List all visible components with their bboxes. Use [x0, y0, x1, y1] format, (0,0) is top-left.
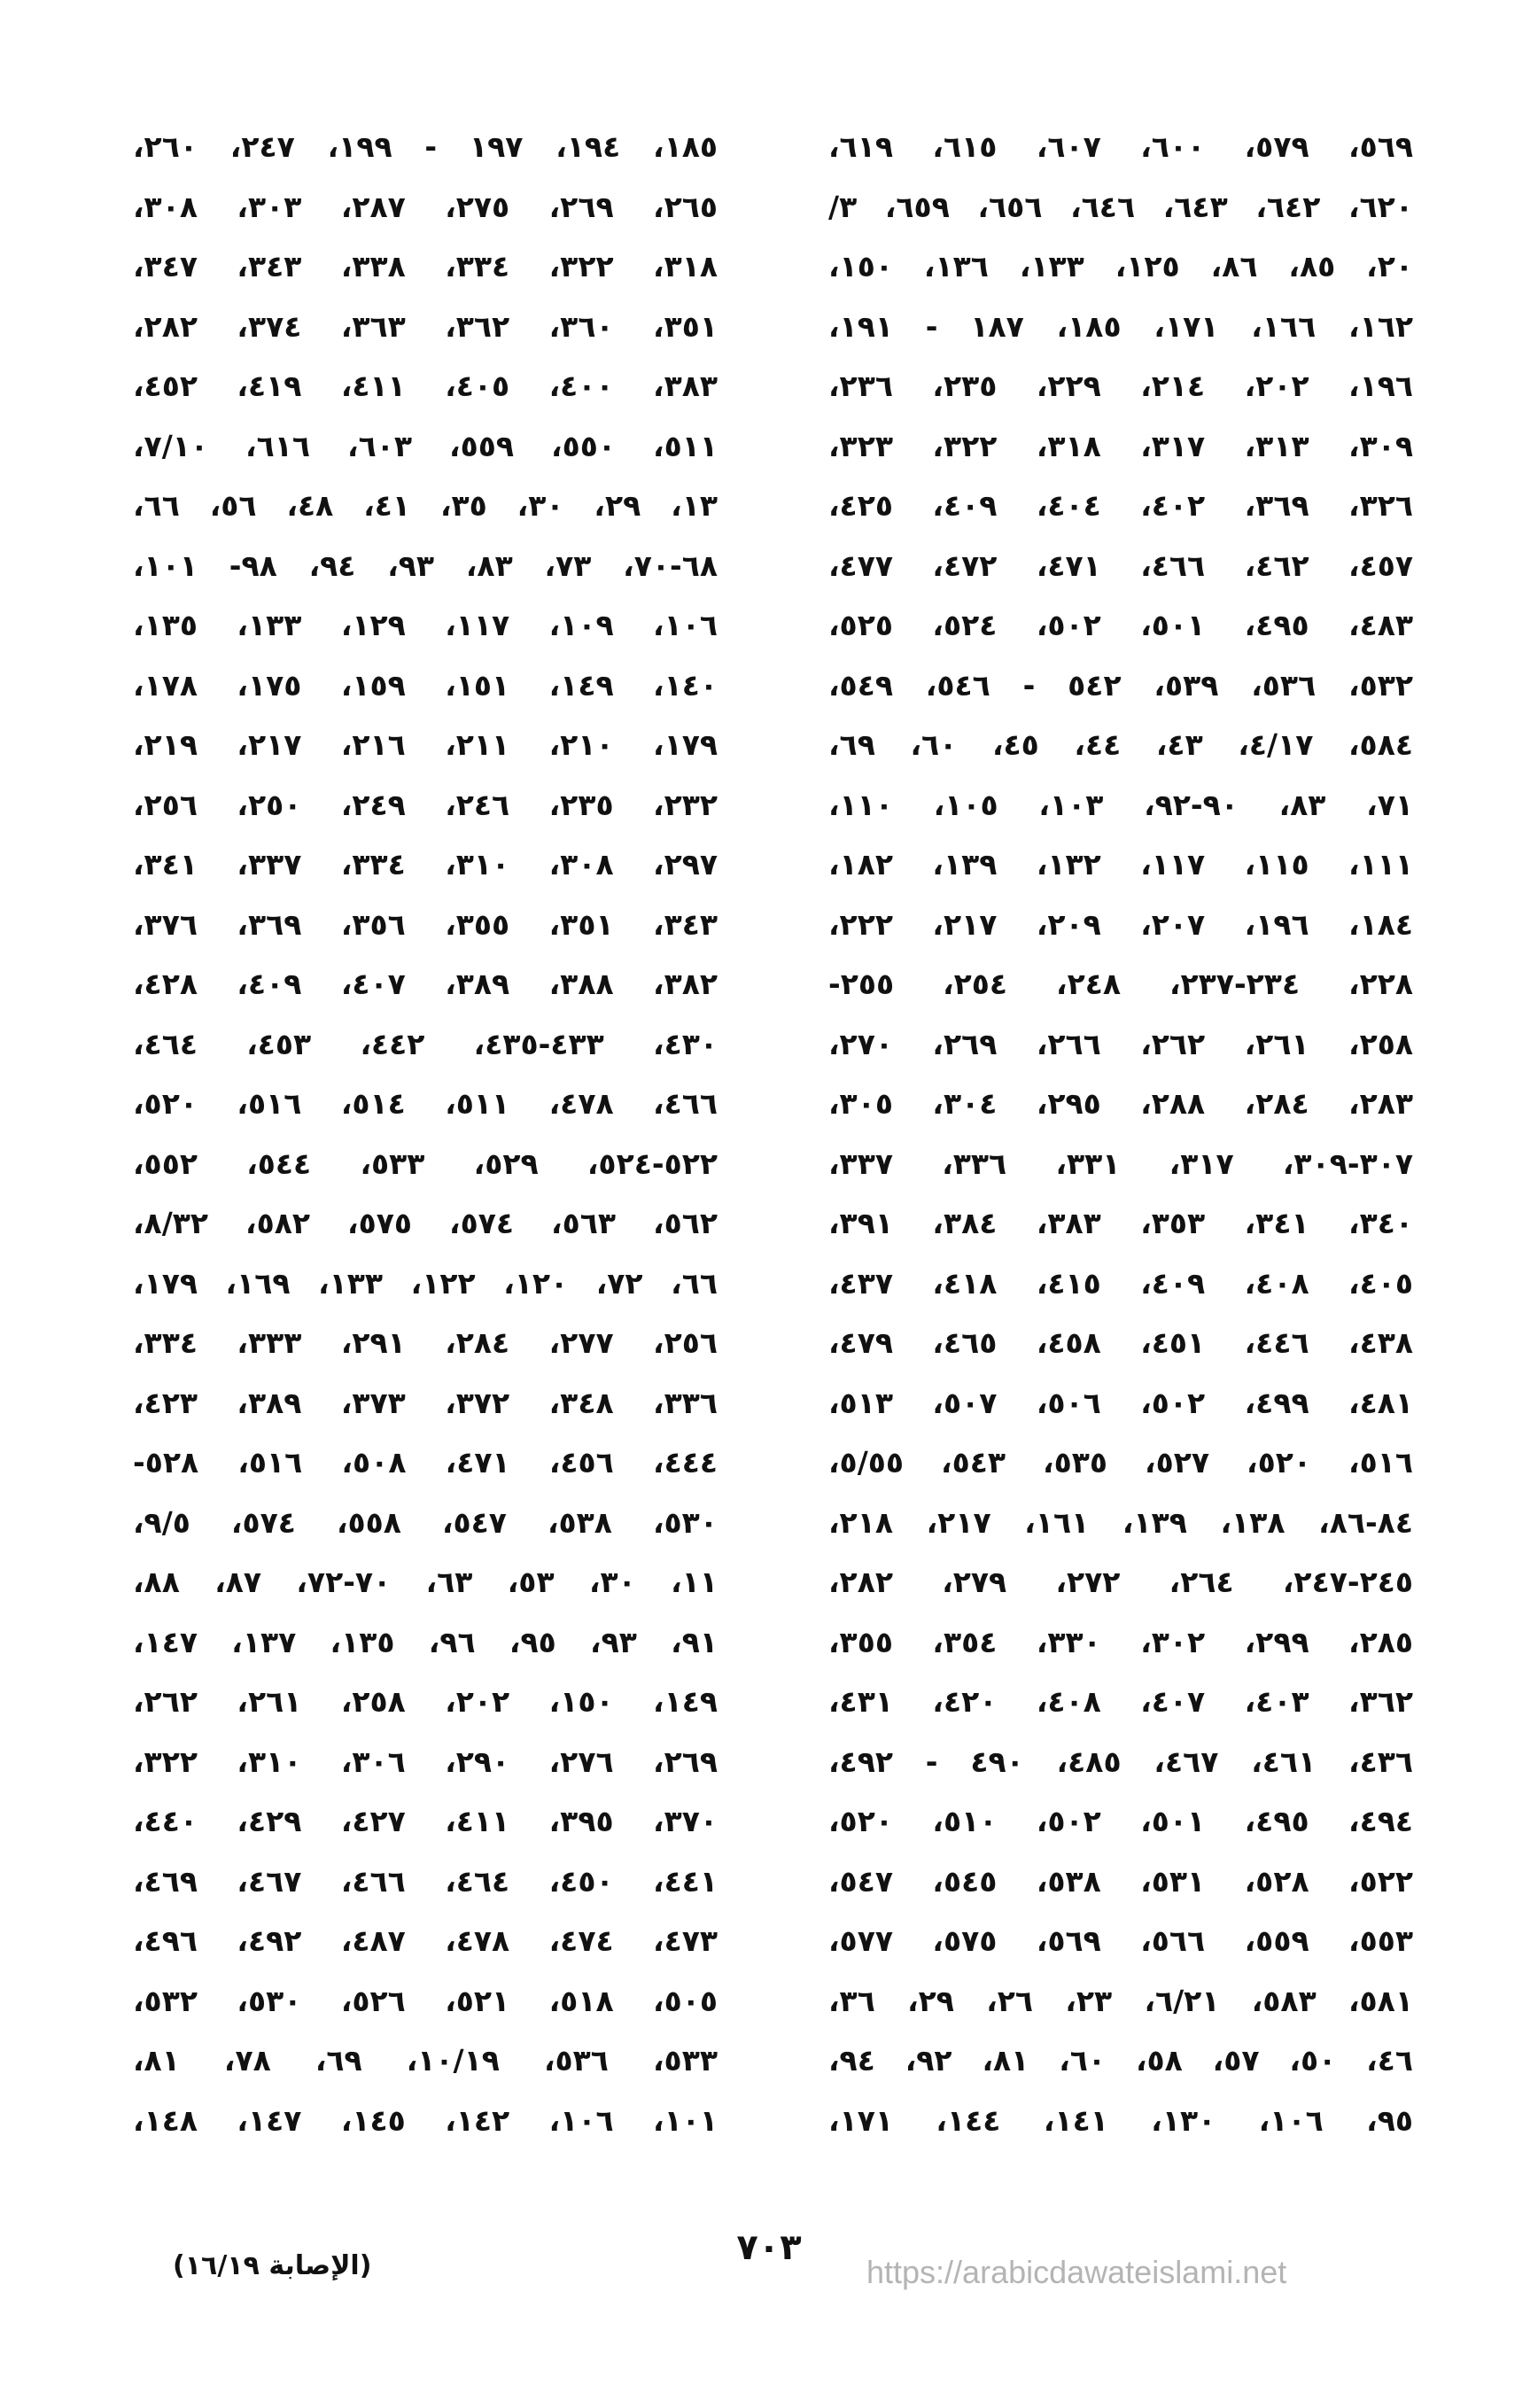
index-line: ٦٢٠، ٦٤٢، ٦٤٣، ٦٤٦، ٦٥٦، ٦٥٩، ٣/	[828, 189, 1413, 224]
index-line: ٧١، ٨٣، ٩٠-٩٢، ١٠٣، ١٠٥، ١١٠،	[828, 787, 1413, 822]
index-line: ٥١١، ٥٥٠، ٥٥٩، ٦٠٣، ٦١٦، ٧/١٠،	[133, 428, 718, 463]
index-line: ٩٥، ١٠٦، ١٣٠، ١٤١، ١٤٤، ١٧١،	[828, 2102, 1413, 2138]
index-line: ٢٣٢، ٢٣٥، ٢٤٦، ٢٤٩، ٢٥٠، ٢٥٦،	[133, 787, 718, 822]
index-line: ٥٢٢-٥٢٤، ٥٢٩، ٥٣٣، ٥٤٤، ٥٥٢،	[133, 1146, 718, 1181]
index-line: ٥٦٢، ٥٦٣، ٥٧٤، ٥٧٥، ٥٨٢، ٨/٣٢،	[133, 1206, 718, 1240]
index-line: ٤٠٥، ٤٠٨، ٤٠٩، ٤١٥، ٤١٨، ٤٣٧،	[828, 1265, 1413, 1301]
index-line: ٢٩٧، ٣٠٨، ٣١٠، ٣٣٤، ٣٣٧، ٣٤١،	[133, 847, 718, 882]
index-line: ٢٦٥، ٢٦٩، ٢٧٥، ٢٨٧، ٣٠٣، ٣٠٨،	[133, 189, 718, 224]
index-line: ٢٥٨، ٢٦١، ٢٦٢، ٢٦٦، ٢٦٩، ٢٧٠،	[828, 1026, 1413, 1061]
index-line: ١٠١، ١٠٦، ١٤٢، ١٤٥، ١٤٧، ١٤٨،	[133, 2102, 718, 2138]
index-line: ٢٨٥، ٢٩٩، ٣٠٢، ٣٣٠، ٣٥٤، ٣٥٥،	[828, 1624, 1413, 1659]
index-line: ٣٢٦، ٣٦٩، ٤٠٢، ٤٠٤، ٤٠٩، ٤٢٥،	[828, 488, 1413, 523]
index-line: ٤٣٦، ٤٦١، ٤٦٧، ٤٨٥، ٤٩٠ - ٤٩٢،	[828, 1744, 1413, 1779]
index-line: ٣٧٠، ٣٩٥، ٤١١، ٤٢٧، ٤٢٩، ٤٤٠،	[133, 1804, 718, 1838]
index-line: ٤٤٤، ٤٥٦، ٤٧١، ٥٠٨، ٥١٦، ٥٢٨-	[133, 1445, 718, 1480]
index-line: ١٤٩، ١٥٠، ٢٠٢، ٢٥٨، ٢٦١، ٢٦٢،	[133, 1684, 718, 1719]
index-line: ١٦٢، ١٦٦، ١٧١، ١٨٥، ١٨٧ - ١٩١،	[828, 308, 1413, 344]
index-line: ٤٣٨، ٤٤٦، ٤٥١، ٤٥٨، ٤٦٥، ٤٧٩،	[828, 1325, 1413, 1360]
index-line: ٣٠٩، ٣١٣، ٣١٧، ٣١٨، ٣٢٢، ٣٢٣،	[828, 428, 1413, 463]
index-line: ٤٩٤، ٤٩٥، ٥٠١، ٥٠٢، ٥١٠، ٥٢٠،	[828, 1804, 1413, 1838]
index-line: ٢٠، ٨٥، ٨٦، ١٢٥، ١٣٣، ١٣٦، ١٥٠،	[828, 249, 1413, 284]
index-line: ٢٢٨، ٢٣٤-٢٣٧، ٢٤٨، ٢٥٤، ٢٥٥-	[828, 967, 1413, 1001]
page-number: ٧٠٣	[736, 2227, 802, 2268]
index-line: ١٨٥، ١٩٤، ١٩٧ - ١٩٩، ٢٤٧، ٢٦٠،	[133, 129, 718, 164]
index-line: ٨٤-٨٦، ١٣٨، ١٣٩، ١٦١، ٢١٧، ٢١٨،	[828, 1504, 1413, 1540]
index-line: ٦٨-٧٠، ٧٣، ٨٣، ٩٣، ٩٤، ٩٨- ١٠١،	[133, 548, 718, 583]
index-line: ٥٨٤، ٤/١٧، ٤٣، ٤٤، ٤٥، ٦٠، ٦٩،	[828, 727, 1413, 762]
index-line: ٣٤٠، ٣٤١، ٣٥٣، ٣٨٣، ٣٨٤، ٣٩١،	[828, 1206, 1413, 1240]
index-line: ٢٨٣، ٢٨٤، ٢٨٨، ٢٩٥، ٣٠٤، ٣٠٥،	[828, 1086, 1413, 1121]
index-line: ٥٣٢، ٥٣٦، ٥٣٩، ٥٤٢ - ٥٤٦، ٥٤٩،	[828, 667, 1413, 703]
index-line: ١٩٦، ٢٠٢، ٢١٤، ٢٢٩، ٢٣٥، ٢٣٦،	[828, 369, 1413, 403]
index-line: ٦٦، ٧٢، ١٢٠، ١٢٢، ١٣٣، ١٦٩، ١٧٩،	[133, 1265, 718, 1301]
index-line: ٥٦٩، ٥٧٩، ٦٠٠، ٦٠٧، ٦١٥، ٦١٩،	[828, 129, 1413, 164]
index-line: ١٧٩، ٢١٠، ٢١١، ٢١٦، ٢١٧، ٢١٩،	[133, 727, 718, 762]
index-line: ٣٠٧-٣٠٩، ٣١٧، ٣٣١، ٣٣٦، ٣٣٧،	[828, 1146, 1413, 1181]
index-line: ٢٤٥-٢٤٧، ٢٦٤، ٢٧٢، ٢٧٩، ٢٨٢،	[828, 1565, 1413, 1599]
index-line: ٥٢٢، ٥٢٨، ٥٣١، ٥٣٨، ٥٤٥، ٥٤٧،	[828, 1863, 1413, 1899]
index-line: ١١، ٣٠، ٥٣، ٦٣، ٧٠-٧٢، ٨٧، ٨٨،	[133, 1565, 718, 1599]
index-line: ٤٣٠، ٤٣٣-٤٣٥، ٤٤٢، ٤٥٣، ٤٦٤،	[133, 1026, 718, 1061]
index-line: ٥٣٣، ٥٣٦، ١٠/١٩، ٦٩، ٧٨، ٨١،	[133, 2043, 718, 2078]
index-line: ٤٤١، ٤٥٠، ٤٦٤، ٤٦٦، ٤٦٧، ٤٦٩،	[133, 1863, 718, 1899]
index-line: ١٣، ٢٩، ٣٠، ٣٥، ٤١، ٤٨، ٥٦، ٦٦،	[133, 488, 718, 523]
index-line: ٣٣٦، ٣٤٨، ٣٧٢، ٣٧٣، ٣٨٩، ٤٢٣،	[133, 1385, 718, 1420]
index-line: ٢٦٩، ٢٧٦، ٢٩٠، ٣٠٦، ٣١٠، ٣٢٢،	[133, 1744, 718, 1779]
index-line: ١١١، ١١٥، ١١٧، ١٣٢، ١٣٩، ١٨٢،	[828, 847, 1413, 882]
index-line: ٣٨٢، ٣٨٨، ٣٨٩، ٤٠٧، ٤٠٩، ٤٢٨،	[133, 967, 718, 1001]
index-line: ٥٣٠، ٥٣٨، ٥٤٧، ٥٥٨، ٥٧٤، ٩/٥،	[133, 1504, 718, 1540]
index-line: ١٠٦، ١٠٩، ١١٧، ١٢٩، ١٣٣، ١٣٥،	[133, 608, 718, 642]
index-line: ٤٧٣، ٤٧٤، ٤٧٨، ٤٨٧، ٤٩٢، ٤٩٦،	[133, 1923, 718, 1958]
right-column	[828, 117, 1413, 2150]
index-line: ٣١٨، ٣٢٢، ٣٣٤، ٣٣٨، ٣٤٣، ٣٤٧،	[133, 249, 718, 284]
index-line: ١٨٤، ١٩٦، ٢٠٧، ٢٠٩، ٢١٧، ٢٢٢،	[828, 906, 1413, 942]
index-line: ٤٨٣، ٤٩٥، ٥٠١، ٥٠٢، ٥٢٤، ٥٢٥،	[828, 608, 1413, 642]
left-column	[133, 117, 718, 2150]
index-line: ٤٥٧، ٤٦٢، ٤٦٦، ٤٧١، ٤٧٢، ٤٧٧،	[828, 548, 1413, 583]
index-line: ١٤٠، ١٤٩، ١٥١، ١٥٩، ١٧٥، ١٧٨،	[133, 667, 718, 703]
index-line: ٤٦، ٥٠، ٥٧، ٥٨، ٦٠، ٨١، ٩٢، ٩٤،	[828, 2043, 1413, 2078]
index-line: ٣٥١، ٣٦٠، ٣٦٢، ٣٦٣، ٣٧٤، ٢٨٢،	[133, 308, 718, 344]
index-line: ٥١٦، ٥٢٠، ٥٢٧، ٥٣٥، ٥٤٣، ٥/٥٥،	[828, 1445, 1413, 1480]
index-line: ٣٨٣، ٤٠٠، ٤٠٥، ٤١١، ٤١٩، ٤٥٢،	[133, 369, 718, 403]
index-line: ٣٦٢، ٤٠٣، ٤٠٧، ٤٠٨، ٤٢٠، ٤٣١،	[828, 1684, 1413, 1719]
index-line: ٢٥٦، ٢٧٧، ٢٨٤، ٢٩١، ٣٣٣، ٣٣٤،	[133, 1325, 718, 1360]
index-line: ٥٨١، ٥٨٣، ٦/٢١، ٢٣، ٢٦، ٢٩، ٣٦،	[828, 1983, 1413, 2018]
footer-reference: (الإصابة ١٦/١٩)	[173, 2250, 372, 2281]
watermark-url: https://arabicdawateislami.net	[866, 2254, 1287, 2290]
index-line: ٤٨١، ٤٩٩، ٥٠٢، ٥٠٦، ٥٠٧، ٥١٣،	[828, 1385, 1413, 1420]
index-line: ٤٦٦، ٤٧٨، ٥١١، ٥١٤، ٥١٦، ٥٢٠،	[133, 1086, 718, 1121]
index-line: ٥٥٣، ٥٥٩، ٥٦٦، ٥٦٩، ٥٧٥، ٥٧٧،	[828, 1923, 1413, 1958]
index-line: ٩١، ٩٣، ٩٥، ٩٦، ١٣٥، ١٣٧، ١٤٧،	[133, 1624, 718, 1659]
index-line: ٣٤٣، ٣٥١، ٣٥٥، ٣٥٦، ٣٦٩، ٣٧٦،	[133, 906, 718, 942]
index-line: ٥٠٥، ٥١٨، ٥٢١، ٥٢٦، ٥٣٠، ٥٣٢،	[133, 1983, 718, 2018]
